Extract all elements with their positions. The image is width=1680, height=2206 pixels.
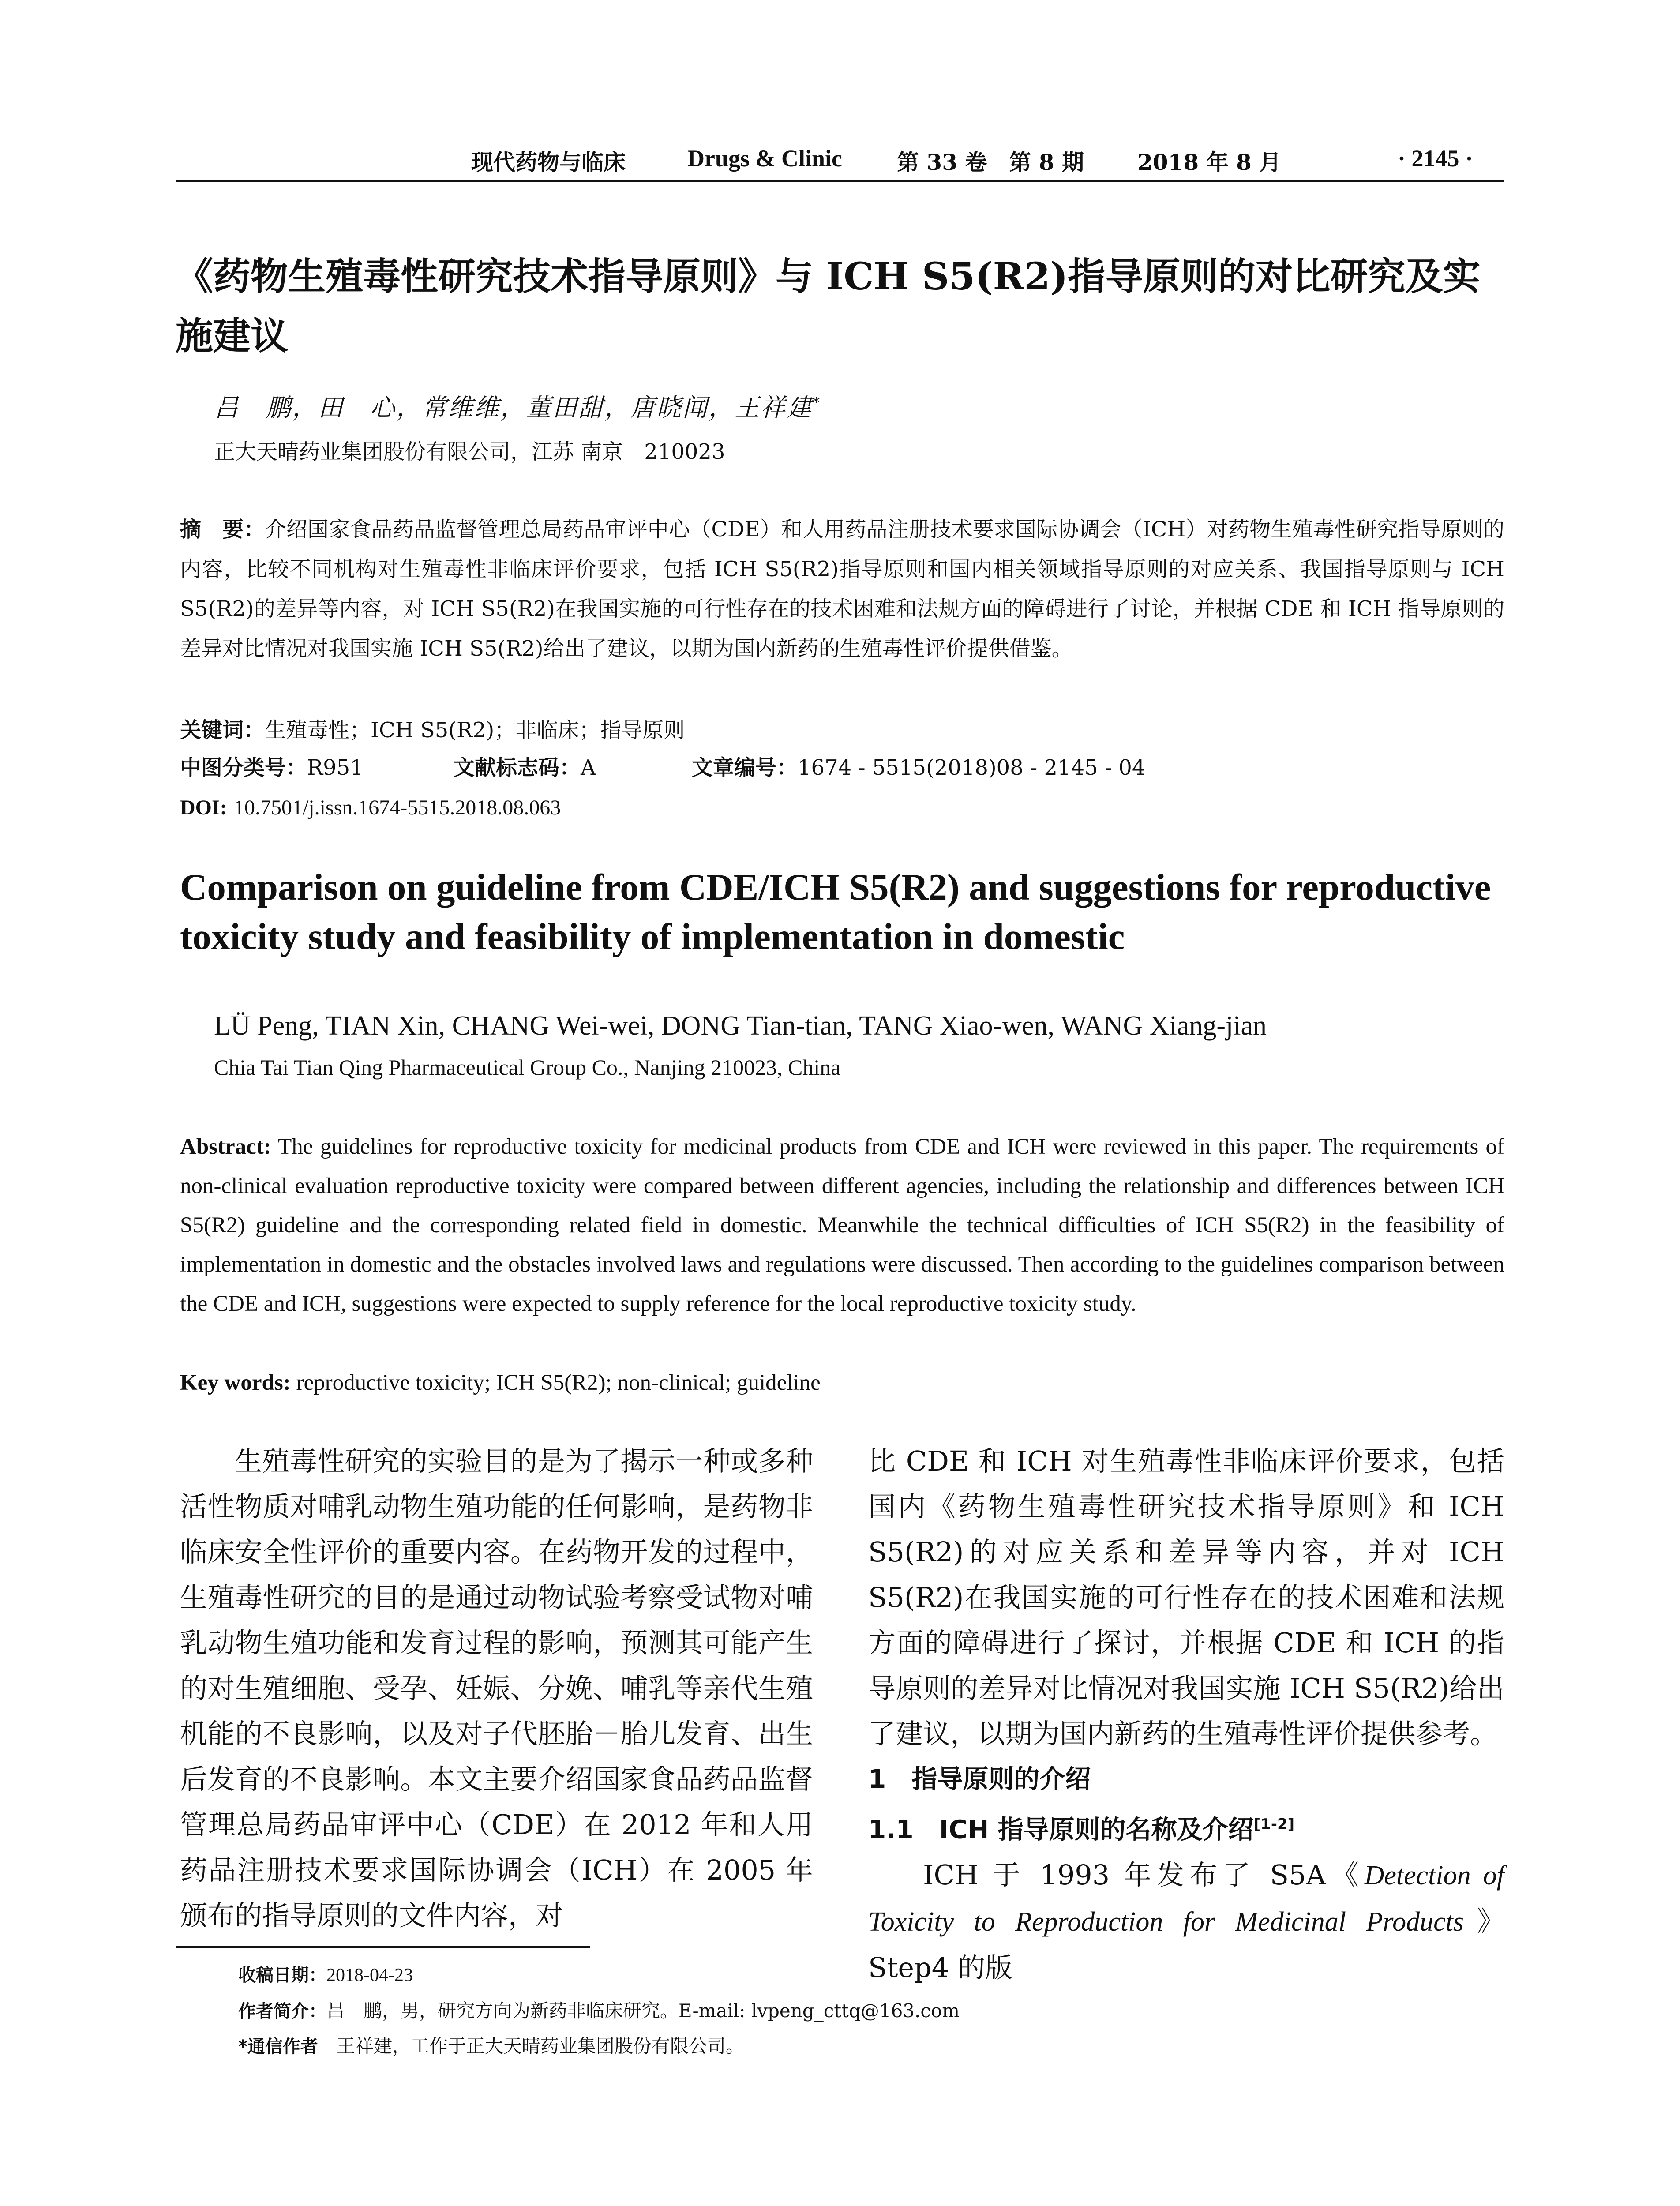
keywords-cn-text: 生殖毒性；ICH S5(R2)；非临床；指导原则 (265, 718, 685, 743)
keywords-en (180, 1363, 1504, 1403)
body-paragraph-1: 生殖毒性研究的实验目的是为了揭示一种或多种活性物质对哺乳动物生殖功能的任何影响，是药物非临床安全性评价的重要内容。在药物开发的过程中，生殖毒性研究的目的是通过动物试验考察受试物对哺乳动物生殖功能和发育过程的影响，预测其可能产生的对生殖细胞、受孕、妊娠、分娩、哺乳等亲代生殖机能的不良影响，以及对子代胚胎－胎儿发育、出生后发育的不良影响。本文主要介绍国家食品药品监督管理总局药品审评中心（CDE）在 2012 年和人用药品注册技术要求国际协调会（ICH）在 2005 年颁布的指导原则的文件内容，对 (180, 1445, 813, 1932)
abstract-en-text: The guidelines for reproductive toxicity for medicinal products from CDE and ICH were reviewed in this paper. The requirements of non-clinical evaluation reproductive toxicity were compared between different agencies, including the relationship and differences between ICH S5(R2) guideline and the corresponding related field in domestic. Meanwhile the technical difficulties of ICH S5(R2) in the feasibility of implementation in domestic and the obstacles involved laws and regulations were discussed. Then according to the guidelines comparison between the CDE and ICH, suggestions were expected to supply reference for the local reproductive toxicity study. (180, 1134, 1504, 1316)
section-heading-1: 1 指导原则的介绍 (868, 1764, 1091, 1794)
body-paragraph-2: 比 CDE 和 ICH 对生殖毒性非临床评价要求，包括国内《药物生殖毒性研究技术指导原则》和 ICH S5(R2)的对应关系和差异等内容，并对 ICH S5(R2)在我国实施的可行性存在的技术困难和法规方面的障碍进行了探讨，并根据 CDE 和 ICH 的指导原则的差异对比情况对我国实施 ICH S5(R2)给出了建议，以期为国内新药的生殖毒性评价提供参考。 (868, 1445, 1504, 1750)
corresponding-label: *通信作者 (238, 2037, 318, 2057)
body-column-left (180, 1438, 813, 1938)
received-label: 收稿日期： (238, 1965, 326, 1985)
body-paragraph-3 (868, 1852, 1504, 1990)
volume-issue: 第 33 卷 第 8 期 (897, 149, 1084, 175)
affiliation-cn: 正大天晴药业集团股份有限公司，江苏 南京 210023 (214, 439, 725, 464)
footnote-corresponding (238, 2032, 744, 2058)
title-en: Comparison on guideline from CDE/ICH S5(R2) and suggestions for reproductive toxicity study and feasibility of implementation in domestic (180, 867, 1491, 957)
abstract-cn (180, 510, 1504, 668)
doc-code-label: 文献标志码： (454, 755, 581, 780)
journal-name-en: Drugs & Clinic (687, 145, 842, 172)
guideline-title-italic: Detection of Toxicity to Reproduction for Medicinal Products (868, 1861, 1505, 1937)
running-header (176, 140, 1504, 182)
corresponding-mark: * (813, 394, 821, 411)
abstract-cn-text: 介绍国家食品药品监督管理总局药品审评中心（CDE）和人用药品注册技术要求国际协调会（ICH）对药物生殖毒性研究指导原则的内容，比较不同机构对生殖毒性非临床评价要求，包括 ICH S5(R2)指导原则和国内相关领域指导原则的对应关系、我国指导原则与 ICH S5(R2)的差异等内容，对 ICH S5(R2)在我国实施的可行性存在的技术困难和法规方面的障碍进行了讨论，并根据 CDE 和 ICH 指导原则的差异对比情况对我国实施 ICH S5(R2)给出了建议，以期为国内新药的生殖毒性评价提供借鉴。 (180, 517, 1504, 661)
authors-cn-names: 吕 鹏，田 心，常维维，董田甜，唐晓闻，王祥建 (214, 394, 813, 422)
received-date: 2018-04-23 (326, 1965, 413, 1985)
article-number-value: 1674 - 5515(2018)08 - 2145 - 04 (798, 755, 1146, 780)
clc-value: R951 (307, 755, 364, 780)
section-heading-1-1-text: 1.1 ICH 指导原则的名称及介绍 (868, 1814, 1254, 1845)
keywords-cn-label: 关键词： (180, 718, 265, 743)
page-number: · 2145 · (1398, 145, 1474, 172)
affiliation-en: Chia Tai Tian Qing Pharmaceutical Group Co., Nanjing 210023, China (214, 1055, 841, 1080)
body-paragraph-3-start: ICH 于 1993 年发布了 S5A《 (923, 1859, 1365, 1891)
abstract-en-label: Abstract: (180, 1134, 271, 1159)
doi (180, 790, 561, 825)
abstract-cn-label: 摘 要： (180, 517, 265, 542)
journal-name-cn: 现代药物与临床 (471, 149, 626, 175)
footnote-rule (176, 1946, 590, 1948)
author-bio-label: 作者简介： (238, 2001, 326, 2022)
body-column-right (868, 1438, 1504, 1990)
title-cn: 《药物生殖毒性研究技术指导原则》与 ICH S5(R2)指导原则的对比研究及实施建议 (176, 255, 1481, 358)
keywords-cn (180, 710, 1504, 750)
issue-date: 2018 年 8 月 (1137, 149, 1282, 175)
citation-ref: [1-2] (1253, 1816, 1295, 1833)
clc-label: 中图分类号： (180, 755, 308, 780)
footnote-received (238, 1961, 413, 1986)
authors-cn (214, 388, 821, 424)
keywords-en-text: reproductive toxicity; ICH S5(R2); non-clinical; guideline (296, 1370, 821, 1395)
authors-en: LÜ Peng, TIAN Xin, CHANG Wei-wei, DONG Tian-tian, TANG Xiao-wen, WANG Xiang-jian (214, 1011, 1267, 1041)
corresponding-text: 王祥建，工作于正大天晴药业集团股份有限公司。 (318, 2035, 744, 2057)
doi-label: DOI: (180, 796, 227, 819)
keywords-en-label: Key words: (180, 1370, 291, 1395)
body-paragraph-3-end: 》Step4 的版 (868, 1905, 1504, 1984)
article-number-label: 文章编号： (692, 755, 798, 780)
abstract-en (180, 1127, 1504, 1324)
author-bio-text: 吕 鹏，男，研究方向为新药非临床研究。E-mail: lvpeng_cttq@163.com (326, 2000, 960, 2022)
footnote-author-bio (238, 1996, 960, 2023)
section-heading-1-1 (868, 1802, 1504, 1852)
doc-code-value: A (581, 755, 596, 780)
doi-value: 10.7501/j.issn.1674-5515.2018.08.063 (233, 796, 561, 819)
